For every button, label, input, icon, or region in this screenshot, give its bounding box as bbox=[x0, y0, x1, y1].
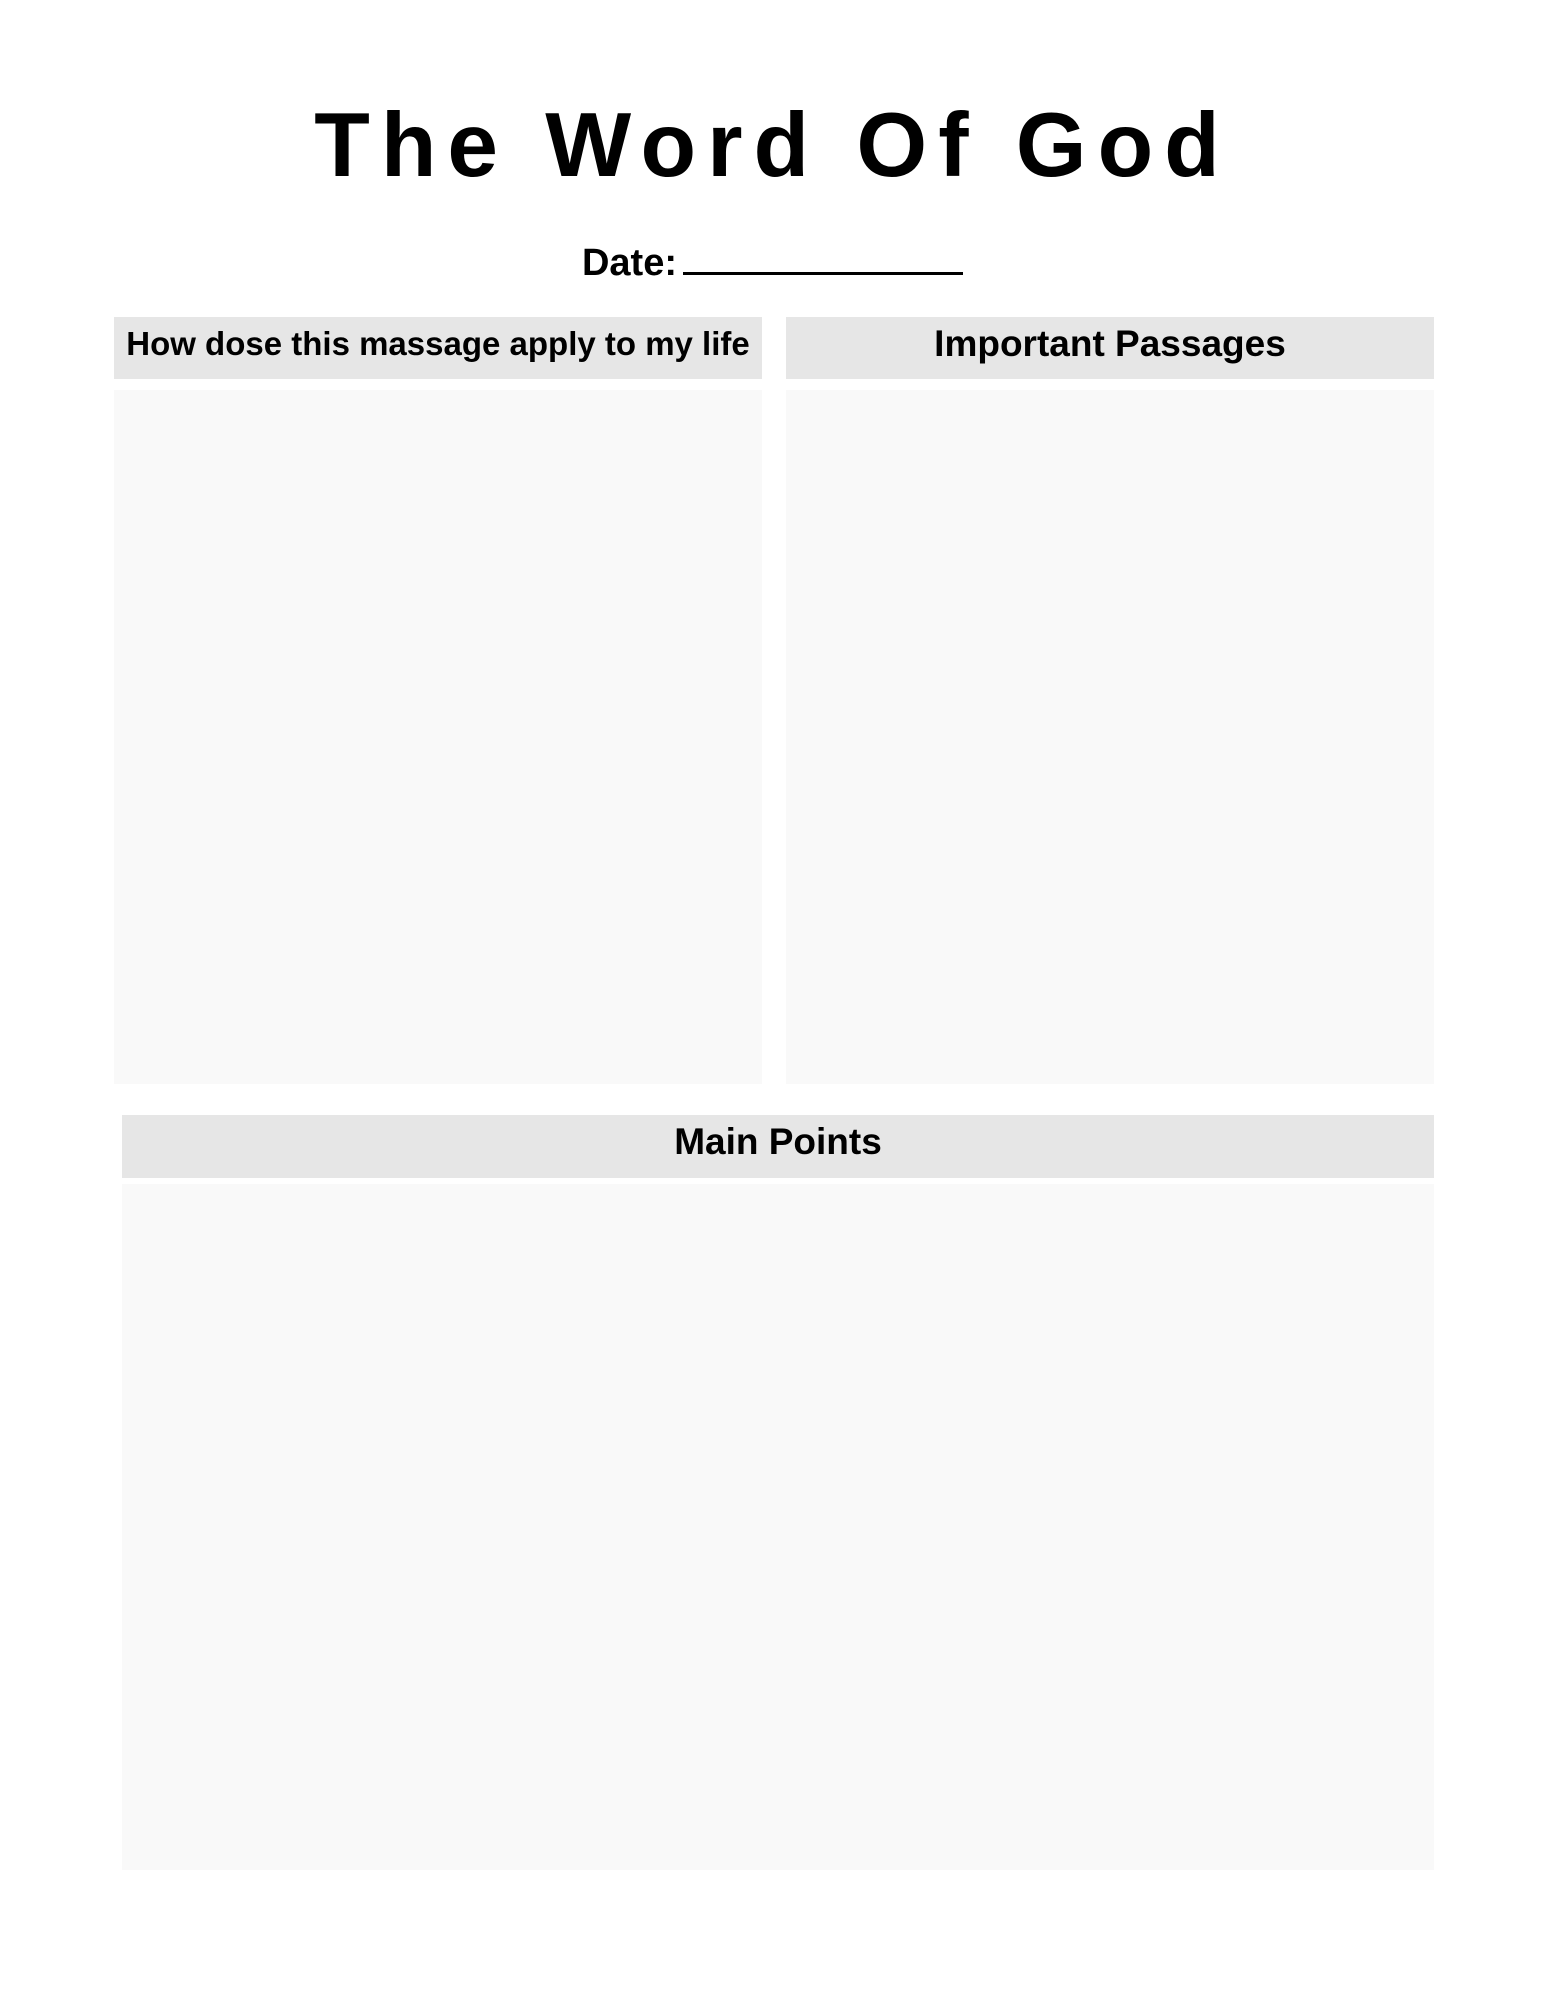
apply-to-life-notes-area[interactable] bbox=[114, 390, 762, 1084]
main-points-heading: Main Points bbox=[122, 1115, 1434, 1178]
main-points-notes-area[interactable] bbox=[122, 1184, 1434, 1870]
date-label: Date: bbox=[581, 242, 678, 284]
page-title: The Word Of God bbox=[314, 95, 1231, 196]
date-blank-line[interactable] bbox=[683, 236, 963, 275]
important-passages-notes-area[interactable] bbox=[786, 390, 1434, 1084]
apply-to-life-heading: How dose this massage apply to my life bbox=[114, 317, 762, 379]
date-field bbox=[0, 236, 1545, 282]
important-passages-heading: Important Passages bbox=[786, 317, 1434, 379]
